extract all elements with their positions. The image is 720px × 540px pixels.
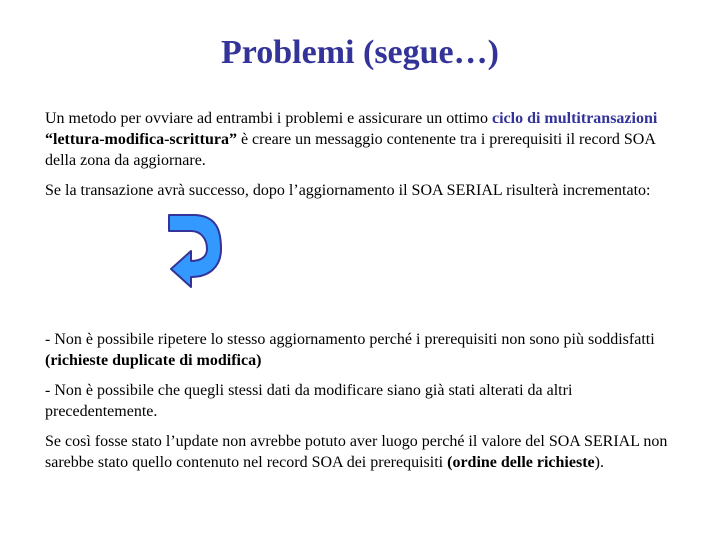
slide-body [45,108,675,473]
duplicate-requests-term: (richieste duplicate di modifica) [45,352,262,369]
paragraph-altered: - Non è possibile che quegli stessi dati da modificare siano già stati alterati da altri precedentemente. [45,382,573,420]
paragraph-transaction: Se la transazione avrà successo, dopo l’aggiornamento il SOA SERIAL risulterà incrementato: [45,182,651,199]
page-title: Problemi (segue…) [221,34,499,71]
request-order-term: (ordine delle richieste [447,454,595,471]
curved-u-turn-arrow-icon [165,209,229,293]
arrow-area [45,201,675,329]
cycle-term: ciclo di multitransazioni [491,110,658,127]
paragraph-ordering: Se così fosse stato l’update non avrebbe potuto aver luogo perché il valore del SOA SERIAL non sarebbe stato quello contenuto nel record SOA dei prerequisiti (ordine delle richieste). [45,433,668,471]
read-modify-write-term: “lettura-modifica-scrittura” [45,131,237,148]
paragraph-method: Un metodo per ovviare ad entrambi i problemi e assicurare un ottimo ciclo di multitransazioni “lettura-modifica-scrittura” è creare un messaggio contenente tra i prerequisiti il record SOA della zona da aggiornare. [45,110,658,169]
paragraph-duplicate: - Non è possibile ripetere lo stesso aggiornamento perché i prerequisiti non sono più soddisfatti (richieste duplicate di modifica) [45,331,655,369]
